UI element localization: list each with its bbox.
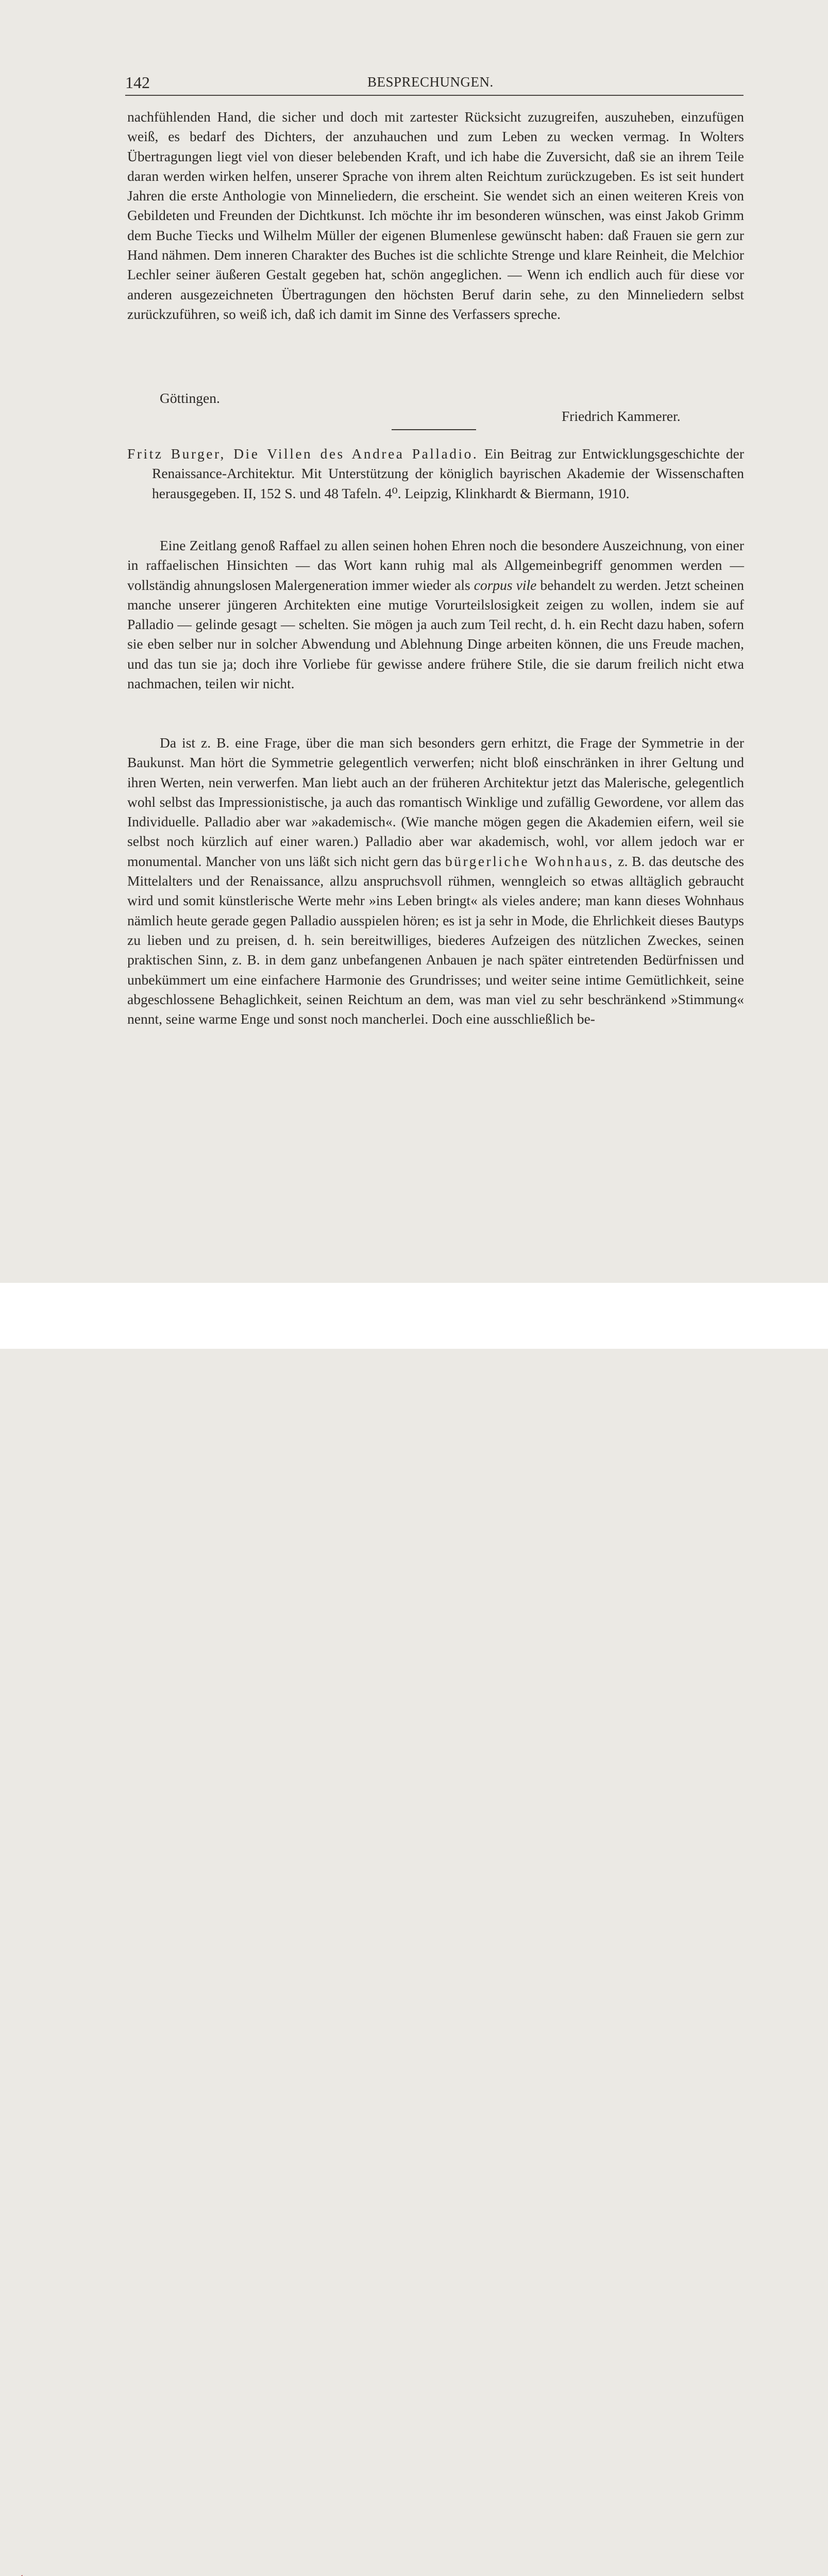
- section-divider: [392, 429, 476, 430]
- paragraph-text: z. B. das deutsche des Mittelalters und der Renaissance, allzu anspruchsvoll rühmen, wenngleich so etwas alltäglich gebraucht wird und somit künstlerische Werte mehr »ins Leben bringt« als vieles andere; man kann dieses Wohnhaus nämlich heute gerade gegen Palladio ausspielen hören; es ist ja sehr in Mode, die Ehrlichkeit dieses Bautyps zu lieben und zu preisen, d. h. sein bereitwilliges, biederes Aufzeigen des nützlichen Zweckes, seinen praktischen Sinn, z. B. in dem ganz unbefangenen Anbauen je nach später eintretenden Bedürfnissen und unbekümmert um eine einfachere Harmonie des Grundrisses; und weiter seine intime Gemütlichkeit, seine abgeschlossene Behaglichkeit, seinen Reichtum an dem, was man viel zu sehr beschränkend »Stimmung« nennt, seine warme Enge und sonst noch mancherlei. Doch eine ausschließlich be-: [127, 853, 745, 1027]
- spaced-emphasis: bürgerliche Wohnhaus,: [445, 853, 614, 869]
- review-place: Göttingen.: [160, 390, 220, 406]
- paragraph-text: behandelt zu werden. Jetzt scheinen manche unserer jüngeren Architekten eine mutige Vorurteilslosigkeit zeigen zu wollen, indem sie auf Palladio — gelinde gesagt — schelten. Sie mögen ja auch zum Teil recht, d. h. ein Recht dazu haben, sofern sie eben selber nur in solcher Abwendung und Ablehnung Dinge arbeiten können, die uns Freude machen, und das tun sie ja; doch ihre Vorliebe für gewisse andere frühere Stile, die sie darum freilich nicht etwa nachmachen, teilen wir nicht.: [127, 577, 744, 692]
- citation-details: Ein Beitrag zur Entwicklungsgeschichte der Renaissance-Architektur. Mit Unterstützung der königlich bayrischen Akademie der Wissenschaften herausgegeben. II, 152 S. und 48 Tafeln. 4⁰. Leipzig, Klinkhardt & Biermann, 1910.: [152, 446, 744, 501]
- paragraph-text: Da ist z. B. eine Frage, über die man sich besonders gern erhitzt, die Frage der Symmetrie in der Baukunst. Man hört die Symmetrie gelegentlich verwerfen; nicht bloß einschränken in ihrer Geltung und ihren Werten, nein verwerfen. Man liebt auch an der früheren Architektur jetzt das Malerische, gelegentlich wohl selbst das Impressionistische, ja auch das romantisch Winklige und zufällig Gewordene, vor allem das Individuelle. Palladio aber war »akademisch«. (Wie manche mögen gegen die Akademien eifern, weil sie selbst noch kürzlich auf einer waren.) Palladio aber war akademisch, wohl, vor allem jedoch war er monumental. Mancher von uns läßt sich nicht gern das: [127, 735, 744, 869]
- review-closing-paragraph: nachfühlenden Hand, die sicher und doch mit zartester Rücksicht zuzugreifen, auszuheben, einzufügen weiß, es bedarf des Dichters, der anzuhauchen und zum Leben zu wecken vermag. In Wolters Übertragungen liegt viel von dieser belebenden Kraft, und ich habe die Zuversicht, daß sie an ihrem Teile daran werden wirken helfen, unserer Sprache von ihrem alten Reichtum zurückzugeben. Es ist seit hundert Jahren die erste Anthologie von Minneliedern, die erscheint. Sie wendet sich an einen weiteren Kreis von Gebildeten und Freunden der Dichtkunst. Ich möchte ihr im besonderen wünschen, was einst Jakob Grimm dem Buche Tiecks und Wilhelm Müller der eigenen Blumenlese gewünscht haben: daß Frauen sie gern zur Hand nähmen. Dem inneren Charakter des Buches ist die schlichte Strenge und klare Reinheit, die Melchior Lechler seiner äußeren Gestalt gegeben hat, schön angeglichen. — Wenn ich endlich auch für diese vor anderen ausgezeichneten Übertragungen den höchsten Beruf darin sehe, zu den Minneliedern selbst zurückzuführen, so weiß ich, daß ich damit im Sinne des Verfassers spreche.: [127, 109, 744, 322]
- section-title: BESPRECHUNGEN.: [367, 74, 494, 90]
- review-paragraph: [127, 733, 744, 1029]
- italic-term: corpus vile: [474, 577, 537, 593]
- page-number: 142: [125, 73, 150, 92]
- digitization-footer: [0, 1283, 828, 1349]
- review-paragraph: [127, 536, 744, 693]
- running-head: [125, 71, 743, 96]
- university-library-logo-icon: [8, 2574, 42, 2576]
- reviewer-signature: Friedrich Kammerer.: [562, 408, 681, 424]
- book-citation: [127, 444, 744, 503]
- scanned-page: [0, 0, 828, 1283]
- citation-author-title: Fritz Burger, Die Villen des Andrea Palladio.: [127, 446, 479, 462]
- paragraph-text: Eine Zeitlang genoß Raffael zu allen seinen hohen Ehren noch die besondere Auszeichnung, von einer in raffaelischen Hinsichten — das Wort kann ruhig mal als Allgemeinbegriff genommen werden — vollständig ahnungslosen Malergeneration immer wieder als: [127, 537, 744, 593]
